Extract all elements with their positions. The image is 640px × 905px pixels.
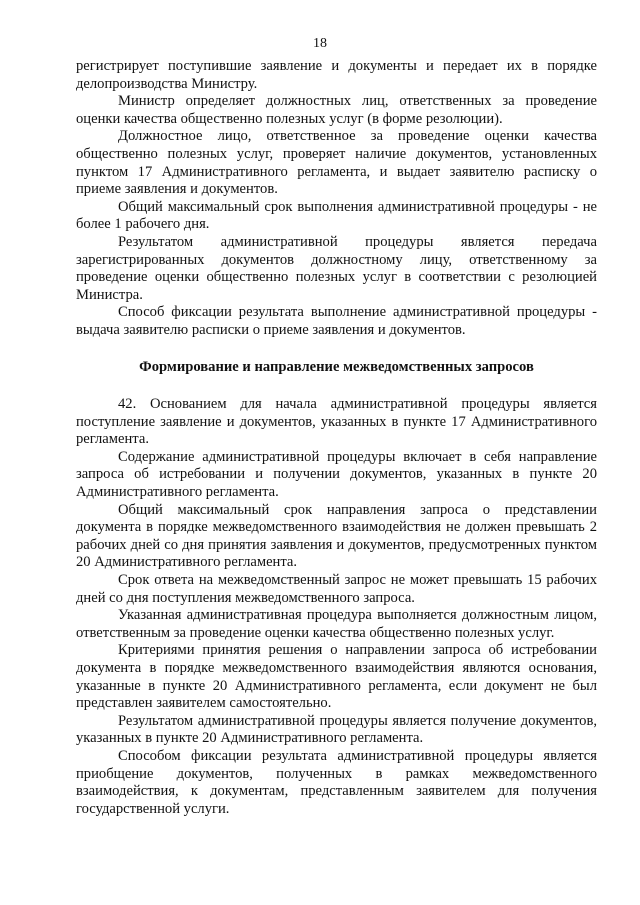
section-heading: Формирование и направление межведомственных запросов: [139, 358, 534, 375]
paragraph: Способом фиксации результата административной процедуры является приобщение документов, полученных в рамках межведомственного взаимодействия, к документам, представленным заявителем для получения государственной услуги.: [76, 747, 597, 817]
paragraph: Министр определяет должностных лиц, ответственных за проведение оценки качества общественно полезных услуг (в форме резолюции).: [76, 93, 597, 127]
paragraph: 42. Основанием для начала административной процедуры является поступление заявление и документов, указанных в пункте 17 Административного регламента.: [76, 396, 597, 448]
paragraph: Должностное лицо, ответственное за проведение оценки качества общественно полезных услуг, проверяет наличие документов, установленных пунктом 17 Административного регламента, и выдает заявителю расписку о приеме заявления и документов.: [76, 128, 597, 198]
paragraph: Результатом административной процедуры является передача зарегистрированных документов должностному лицу, ответственному за проведение оценки общественно полезных услуг в соответствии с резолюцией Министра.: [76, 233, 597, 303]
document-body: [76, 58, 597, 818]
paragraph: Срок ответа на межведомственный запрос не может превышать 15 рабочих дней со дня поступления межведомственного запроса.: [76, 572, 597, 606]
page-number: 18: [313, 36, 327, 51]
paragraph: Указанная административная процедура выполняется должностным лицом, ответственным за проведение оценки качества общественно полезных услуг.: [76, 607, 597, 641]
paragraph: Содержание административной процедуры включает в себя направление запроса об истребовании и получении документов, указанных в пункте 20 Административного регламента.: [76, 448, 597, 501]
paragraph: Критериями принятия решения о направлении запроса об истребовании документа в порядке межведомственного взаимодействия являются основания, указанные в пункте 20 Административного регламента, если документ не был представлен заявителем самостоятельно.: [76, 642, 597, 712]
paragraph: Общий максимальный срок выполнения административной процедуры - не более 1 рабочего дня.: [76, 198, 597, 233]
paragraph: Результатом административной процедуры является получение документов, указанных в пункте 20 Административного регламента.: [76, 712, 597, 747]
paragraph: Общий максимальный срок направления запроса о представлении документа в порядке межведомственного взаимодействия не должен превышать 2 рабочих дней со дня принятия заявления и документов, предусмотренных пунктом 20 Административного регламента.: [76, 501, 597, 571]
paragraph: Способ фиксации результата выполнение административной процедуры - выдача заявителю расписки о приеме заявления и документов.: [76, 304, 597, 338]
paragraph: регистрирует поступившие заявление и документы и передает их в порядке делопроизводства Министру.: [76, 58, 597, 92]
